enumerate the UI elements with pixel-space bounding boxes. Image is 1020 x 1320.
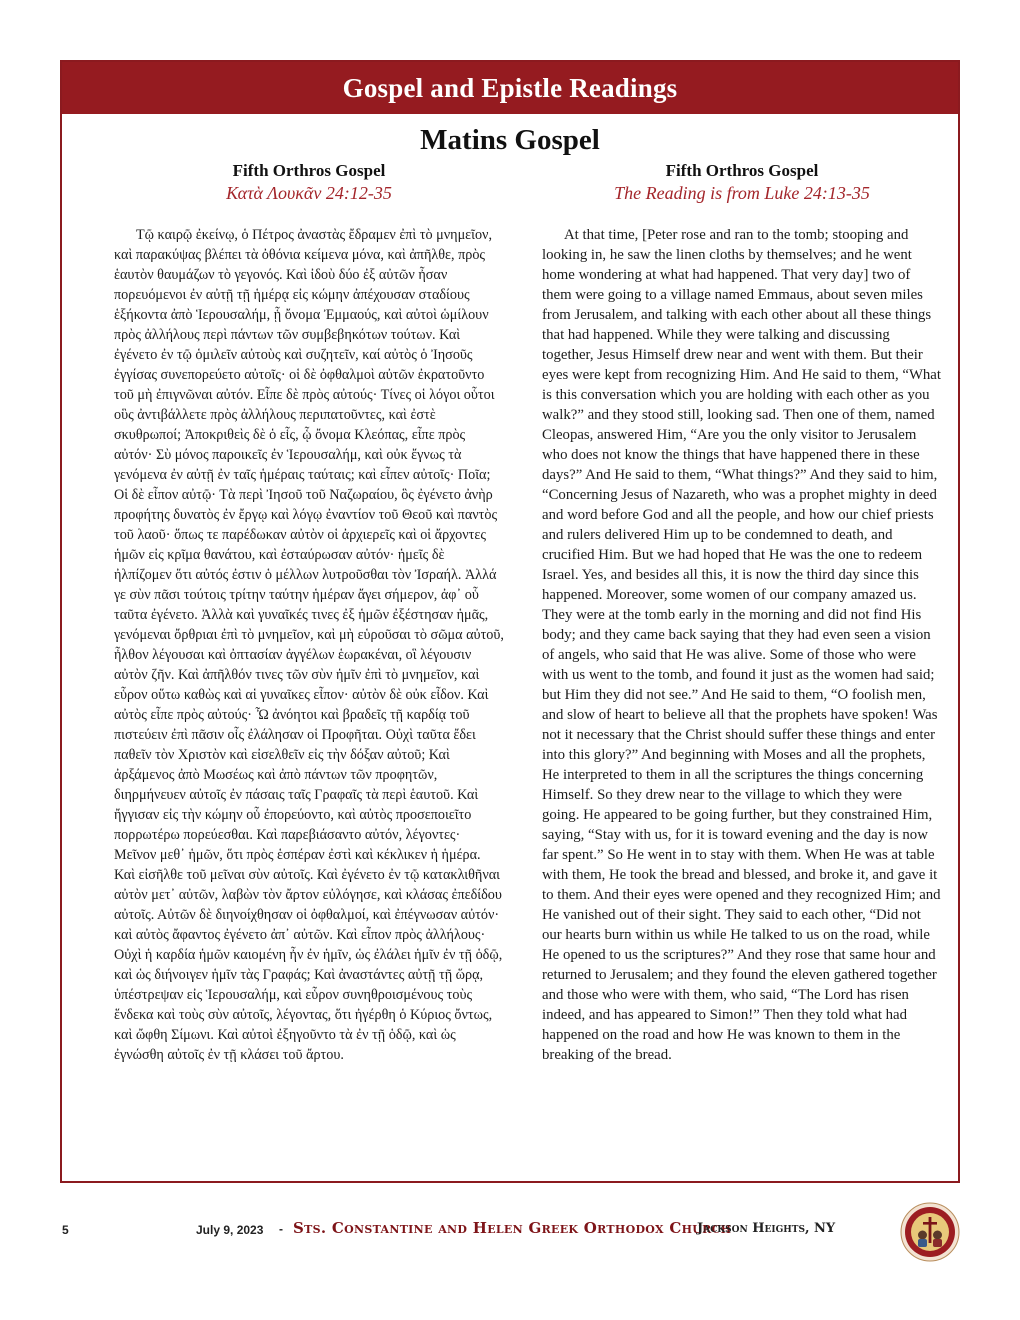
church-city: Jackson Heights, NY [697, 1221, 836, 1236]
footer-date: July 9, 2023 [196, 1223, 264, 1237]
greek-reading-text [114, 225, 504, 1065]
english-heading: Fifth Orthros Gospel [665, 161, 819, 180]
english-paragraph: At that time, [Peter rose and ran to the tomb; stooping and looking in, he saw the linen cloths by themselves; and he went home wondering at what had happened. That very day] two of them were going to a village named Emmaus, about seven miles from Jerusalem, and talking with each other about all these things that had happened. While they were talking and discussing together, Jesus Himself drew near and went with them. But their eyes were kept from recognizing Him. And He said to them, “What is this conversation which you are holding with each other as you walk?” and they stood still, looking sad. Then one of them, named Cleopas, answered Him, “Are you the only visitor to Jerusalem who does not know the things that have happened there in these days?” And He said to them, “What things?” And they said to him, “Concerning Jesus of Nazareth, who was a prophet mighty in deed and word before God and all the people, and how our chief priests and rulers delivered Him up to be condemned to death, and crucified Him. But we had hoped that He was the one to redeem Israel. Yes, and besides all this, it is now the third day since this happened. Moreover, some women of our company amazed us. They were at the tomb early in the morning and did not find His body; and they came back saying that they had even seen a vision of angels, who said that He was alive. Some of those who were with us went to the tomb, and found it just as the women had said; but Him they did not see.” And He said to them, “O foolish men, and slow of heart to believe all that the prophets have spoken! Was not it necessary that the Christ should suffer these things and enter into this glory?” And beginning with Moses and all the prophets, He interpreted to them in all the scriptures the things concerning Himself. So they drew near to the village to which they were going. He appeared to be going further, but they constrained Him, saying, “Stay with us, for it is toward evening and the day is now far spent.” So He went in to stay with them. When He was at table with them, He took the bread and blessed, and broke it, and gave it to them. And their eyes were opened and they recognized Him; and He vanished out of their sight. They said to each other, “Did not our hearts burn within us while He talked to us on the road, while He opened to us the scriptures?” And they rose that same hour and returned to Jerusalem; and they found the eleven gathered together and those who were with them, who said, “The Lord has risen indeed, and has appeared to Simon!” Then they told what had happened on the road and how He was known to them in the breaking of the bread. [542, 227, 941, 1063]
greek-paragraph: Τῷ καιρῷ ἐκείνῳ, ὁ Πέτρος ἀναστὰς ἔδραμεν ἐπὶ τὸ μνημεῖον, καὶ παρακύψας βλέπει τὰ ὀθόνια κείμενα μόνα, καὶ ἀπῆλθε, πρὸς ἑαυτὸν θαυμάζων τὸ γεγονός. Καὶ ἰδοὺ δύο ἐξ αὐτῶν ἦσαν πορευόμενοι ἐν αὐτῇ τῇ ἡμέρᾳ εἰς κώμην ἀπέχουσαν σταδίους ἑξήκοντα ἀπὸ Ἱερουσαλήμ, ᾗ ὄνομα Ἐμμαούς, καὶ αὐτοὶ ὡμίλουν πρὸς ἀλλήλους περὶ πάντων τῶν συμβεβηκότων τούτων. Καὶ ἐγένετο ἐν τῷ ὁμιλεῖν αὐτοὺς καὶ συζητεῖν, καί αὐτὸς ὁ Ἰησοῦς ἐγγίσας συνεπορεύετο αὐτοῖς· οἱ δὲ ὀφθαλμοὶ αὐτῶν ἐκρατοῦντο τοῦ μὴ ἐπιγνῶναι αὐτόν. Εἶπε δὲ πρὸς αὐτούς· Τίνες οἱ λόγοι οὗτοι οὓς ἀντιβάλλετε πρὸς ἀλλήλους περιπατοῦντες, καὶ ἐστὲ σκυθρωποί; Ἀποκριθεὶς δὲ ὁ εἷς, ᾧ ὄνομα Κλεόπας, εἶπε πρὸς αὐτόν· Σὺ μόνος παροικεῖς ἐν Ἱερουσαλήμ, καὶ οὐκ ἔγνως τὰ γενόμενα ἐν αὐτῇ ἐν ταῖς ἡμέραις ταύταις; καὶ εἶπεν αὐτοῖς· Ποῖα; Οἱ δὲ εἶπον αὐτῷ· Τὰ περὶ Ἰησοῦ τοῦ Ναζωραίου, ὃς ἐγένετο ἀνὴρ προφήτης δυνατὸς ἐν ἔργῳ καὶ λόγῳ ἐναντίον τοῦ Θεοῦ καὶ παντὸς τοῦ λαοῦ· ὅπως τε παρέδωκαν αὐτὸν οἱ ἀρχιερεῖς καὶ οἱ ἄρχοντες ἡμῶν εἰς κρῖμα θανάτου, καὶ ἐσταύρωσαν αὐτόν· ἡμεῖς δὲ ἠλπίζομεν ὅτι αὐτός ἐστιν ὁ μέλλων λυτροῦσθαι τὸν Ἰσραήλ. Ἀλλά γε σὺν πᾶσι τούτοις τρίτην ταύτην ἡμέραν ἄγει σήμερον, ἀφ᾽ οὗ ταῦτα ἐγένετο. Ἀλλὰ καὶ γυναῖκές τινες ἐξ ἡμῶν ἐξέστησαν ἡμᾶς, γενόμεναι ὄρθριαι ἐπὶ τὸ μνημεῖον, καὶ μὴ εὑροῦσαι τὸ σῶμα αὐτοῦ, ἦλθον λέγουσαι καὶ ὀπτασίαν ἀγγέλων ἑωρακέναι, οἳ λέγουσιν αὐτὸν ζῆν. Καὶ ἀπῆλθόν τινες τῶν σὺν ἡμῖν ἐπὶ τὸ μνημεῖον, καὶ εὗρον οὕτω καθὼς καὶ αἱ γυναῖκες εἶπον· αὐτὸν δὲ οὐκ εἶδον. Καὶ αὐτὸς εἶπε πρὸς αὐτούς· Ὦ ἀνόητοι καὶ βραδεῖς τῇ καρδίᾳ τοῦ πιστεύειν ἐπὶ πᾶσιν οἷς ἐλάλησαν οἱ Προφῆται. Οὐχὶ ταῦτα ἔδει παθεῖν τὸν Χριστὸν καὶ εἰσελθεῖν εἰς τὴν δόξαν αὐτοῦ; Καὶ ἀρξάμενος ἀπὸ Μωσέως καὶ ἀπὸ πάντων τῶν προφητῶν, διηρμήνευεν αὐτοῖς ἐν πάσαις ταῖς Γραφαῖς τὰ περὶ ἑαυτοῦ. Καὶ ἤγγισαν εἰς τὴν κώμην οὗ ἐπορεύοντο, καὶ αὐτὸς προσεποιεῖτο πορρωτέρω πορεύεσθαι. Καὶ παρεβιάσαντο αὐτόν, λέγοντες· Μεῖνον μεθ᾽ ἡμῶν, ὅτι πρὸς ἑσπέραν ἐστὶ καὶ κέκλικεν ἡ ἡμέρα. Καὶ εἰσῆλθε τοῦ μεῖναι σὺν αὐτοῖς. Καὶ ἐγένετο ἐν τῷ κατακλιθῆναι αὐτὸν μετ᾽ αὐτῶν, λαβὼν τὸν ἄρτον εὐλόγησε, καὶ κλάσας ἐπεδίδου αὐτοῖς. Αὐτῶν δὲ διηνοίχθησαν οἱ ὀφθαλμοί, καὶ ἐπέγνωσαν αὐτόν· καὶ αὐτὸς ἄφαντος ἐγένετο ἀπ᾽ αὐτῶν. Καὶ εἶπον πρὸς ἀλλήλους· Οὐχὶ ἡ καρδία ἡμῶν καιομένη ἦν ἐν ἡμῖν, ὡς ἐλάλει ἡμῖν ἐν τῇ ὁδῷ, καὶ ὡς διήνοιγεν ἡμῖν τὰς Γραφάς; Καὶ ἀναστάντες αὐτῇ τῇ ὥρᾳ, ὑπέστρεψαν εἰς Ἱερουσαλήμ, καὶ εὗρον συνηθροισμένους τοὺς ἕνδεκα καὶ τοὺς σὺν αὐτοῖς, λέγοντας, ὅτι ἠγέρθη ὁ Κύριος ὄντως, καὶ ὤφθη Σίμωνι. Καὶ αὐτοὶ ἐξηγοῦντο τὰ ἐν τῇ ὁδῷ, καὶ ὡς ἐγνώσθη αὐτοῖς ἐν τῇ κλάσει τοῦ ἄρτου. [114, 227, 504, 1063]
section-banner: Gospel and Epistle Readings [62, 62, 958, 114]
page-footer [0, 1200, 1020, 1260]
greek-subheading: Κατὰ Λουκᾶν 24:12-35 [226, 183, 392, 203]
english-reading-text [542, 225, 942, 1065]
greek-column [114, 160, 504, 1065]
page-title: Matins Gospel [420, 124, 600, 156]
readings-frame [60, 60, 960, 1183]
english-column [542, 160, 942, 1065]
page-number: 5 [62, 1223, 69, 1237]
english-subheading: The Reading is from Luke 24:13-35 [614, 183, 870, 203]
church-seal-icon [900, 1202, 960, 1262]
footer-separator: - [279, 1222, 283, 1236]
church-name: Sts. Constantine and Helen Greek Orthodox Church [293, 1219, 732, 1237]
greek-heading: Fifth Orthros Gospel [232, 161, 386, 180]
